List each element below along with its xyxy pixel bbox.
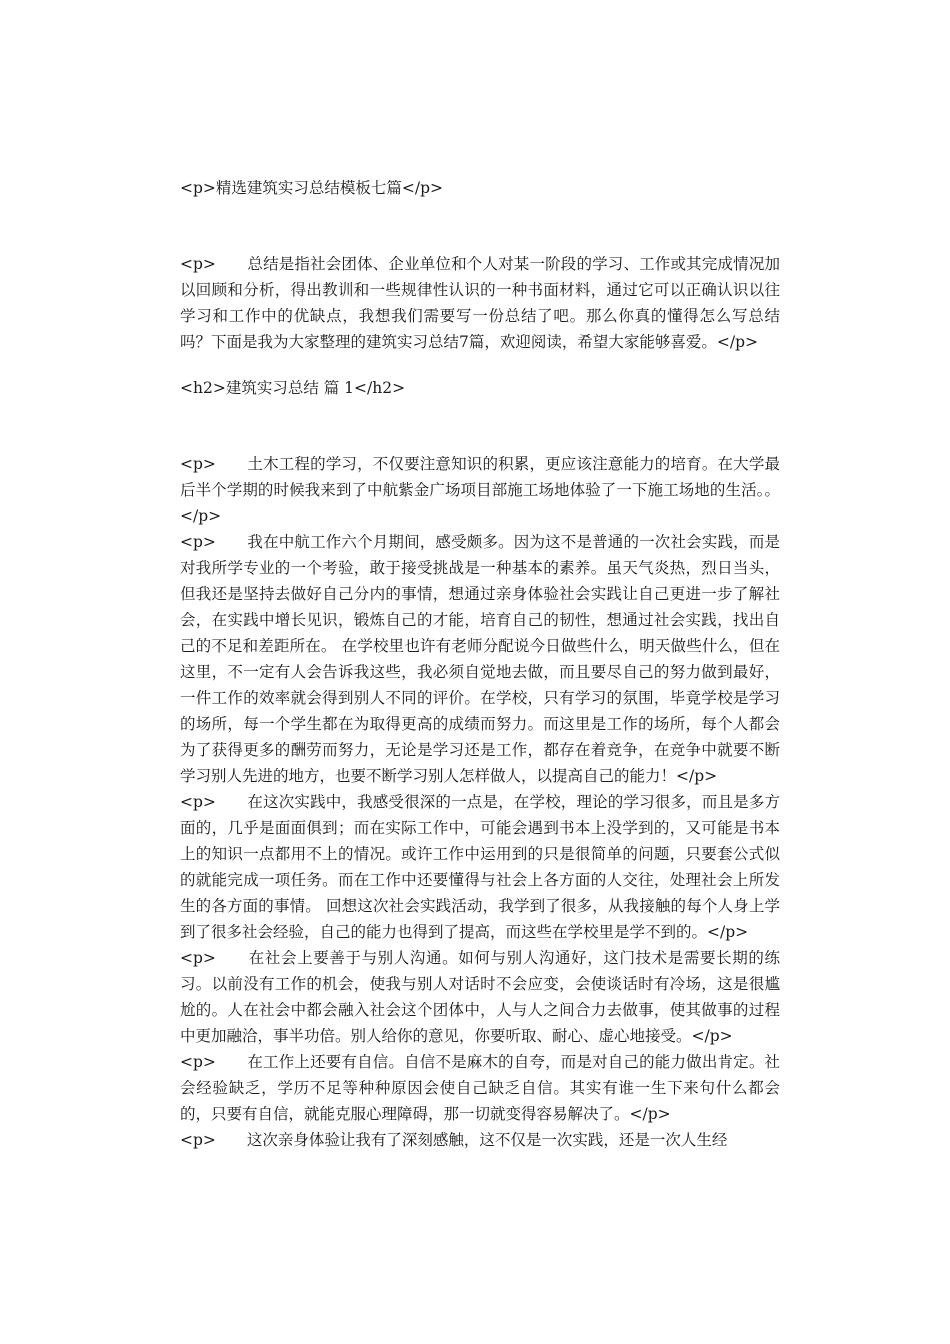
body-paragraph: <p> 这次亲身体验让我有了深刻感触，这不仅是一次实践，还是一次人生经: [180, 1131, 728, 1149]
body-paragraph: <p> 土木工程的学习，不仅要注意知识的积累，更应该注意能力的培育。在大学最后半个学期的时候我来到了中航紫金广场项目部施工场地体验了一下施工场地的生活。。</p>: [180, 455, 780, 525]
body-paragraph: <p> 在工作上还要有自信。自信不是麻木的自夸，而是对自己的能力做出肯定。社会经验缺乏，学历不足等种种原因会使自己缺乏自信。其实有谁一生下来句什么都会的，只要有自信，就能克服心理障碍，那一切就变得容易解决了。</p>: [180, 1053, 780, 1123]
section-heading: <h2>建筑实习总结 篇 1</h2>: [180, 379, 406, 397]
section-body: [180, 451, 780, 1153]
intro-text: <p> 总结是指社会团体、企业单位和个人对某一阶段的学习、工作或其完成情况加以回顾和分析，得出教训和一些规律性认识的一种书面材料，通过它可以正确认识以往学习和工作中的优缺点，我想我们需要写一份总结了吧。那么你真的懂得怎么写总结吗？下面是我为大家整理的建筑实习总结7篇，欢迎阅读，希望大家能够喜爱。</p>: [180, 255, 780, 351]
body-paragraph: <p> 在社会上要善于与别人沟通。如何与别人沟通好，这门技术是需要长期的练习。以前没有工作的机会，使我与别人对话时不会应变，会使谈话时有冷场，这是很尴尬的。人在社会中都会融入社会这个团体中，人与人之间合力去做事，使其做事的过程中更加融洽，事半功倍。别人给你的意见，你要听取、耐心、虚心地接受。</p>: [180, 949, 780, 1045]
body-paragraph: <p> 我在中航工作六个月期间，感受颇多。因为这不是普通的一次社会实践，而是对我所学专业的一个考验，敢于接受挑战是一种基本的素养。虽天气炎热，烈日当头，但我还是坚持去做好自己分内的事情，想通过亲身体验社会实践让自己更进一步了解社会，在实践中增长见识，锻炼自己的才能，培育自己的韧性，想通过社会实践，找出自己的不足和差距所在。 在学校里也许有老师分配说今日做些什么，明天做些什么，但在这里，不一定有人会告诉我这些，我必须自觉地去做，而且要尽自己的努力做到最好，一件工作的效率就会得到别人不同的评价。在学校，只有学习的氛围，毕竟学校是学习的场所，每一个学生都在为取得更高的成绩而努力。而这里是工作的场所，每个人都会为了获得更多的酬劳而努力，无论是学习还是工作，都存在着竞争，在竞争中就要不断学习别人先进的地方，也要不断学习别人怎样做人，以提高自己的能力！</p>: [180, 533, 780, 785]
intro-paragraph: [180, 251, 780, 355]
body-paragraph: <p> 在这次实践中，我感受很深的一点是，在学校，理论的学习很多，而且是多方面的，几乎是面面俱到；而在实际工作中，可能会遇到书本上没学到的，又可能是书本上的知识一点都用不上的情况。或许工作中运用到的只是很简单的问题，只要套公式似的就能完成一项任务。而在工作中还要懂得与社会上各方面的人交往，处理社会上所发生的各方面的事情。 回想这次社会实践活动，我学到了很多，从我接触的每个人身上学到了很多社会经验，自己的能力也得到了提高，而这些在学校里是学不到的。</p>: [180, 793, 780, 941]
document-title: <p>精选建筑实习总结模板七篇</p>: [180, 179, 444, 197]
